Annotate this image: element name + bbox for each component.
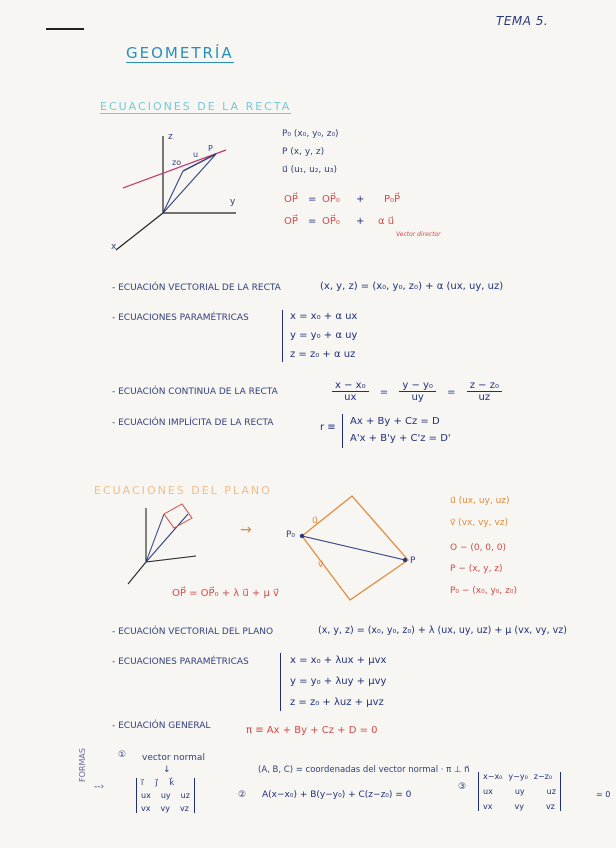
normal-arrow-down: ↓ (163, 765, 171, 775)
plane-label-p: P (410, 556, 416, 566)
plano-param-z: z = z₀ + λuz + μvz (290, 697, 384, 708)
frac3-den: uz (478, 392, 491, 403)
point-label-p: P (208, 144, 213, 153)
eq1-equals: = (308, 194, 317, 205)
m3-r2c0: vx (483, 802, 493, 811)
eq2-mid: OP⃗₀ (322, 216, 340, 227)
plane-label-u: u⃗ (312, 516, 318, 526)
plane-label-p0: P₀ (286, 530, 296, 540)
frac2-den: uy (411, 392, 424, 403)
plano-diagram-large (280, 488, 430, 608)
m3-r1c1: uy (514, 787, 525, 796)
item-1-marker: ① (118, 750, 127, 760)
plano-def-o: O − (0, 0, 0) (450, 543, 506, 553)
eq1-mid: OP⃗₀ (322, 194, 340, 205)
m3-r0c2: z−z₀ (533, 772, 553, 781)
section-heading-recta: ECUACIONES DE LA RECTA (100, 100, 292, 113)
normal-vector-label: vector normal (142, 753, 205, 763)
page-title: GEOMETRÍA (126, 44, 234, 62)
m1-r0c1: j⃗ (155, 778, 158, 787)
m1-r1c2: uz (180, 791, 190, 800)
recta-parametricas-brace (282, 310, 283, 362)
formas-label: FORMAS (78, 748, 87, 782)
recta-vectorial-eq: (x, y, z) = (x₀, y₀, z₀) + α (ux, uy, uz) (320, 281, 504, 292)
plano-def-u: u⃗ (ux, uy, uz) (450, 496, 510, 506)
frac3-num: z − z₀ (467, 380, 502, 392)
recta-diagram (108, 128, 248, 258)
plano-diagram-small (124, 500, 224, 590)
def-p0: P₀ (x₀, y₀, z₀) (282, 129, 339, 139)
plano-vectorial-eq: (x, y, z) = (x₀, y₀, z₀) + λ (ux, uy, uz) + μ (vx, vy, vz) (318, 625, 567, 636)
plano-param-y: y = y₀ + λuy + μvy (290, 676, 387, 687)
m1-r2c1: vy (160, 804, 170, 813)
m3-r1c2: uz (546, 787, 556, 796)
item-3-marker: ③ (458, 782, 467, 792)
matrix-1 (136, 778, 195, 813)
frac1-num: x − x₀ (332, 380, 369, 392)
section-heading-plano: ECUACIONES DEL PLANO (94, 484, 272, 497)
plano-general-eq: π ≡ Ax + By + Cz + D = 0 (246, 725, 378, 736)
plano-def-v: v⃗ (vx, vy, vz) (450, 518, 509, 528)
plano-general-label: - ECUACIÓN GENERAL (112, 721, 211, 731)
recta-implicita-line1: Ax + By + Cz = D (350, 416, 440, 427)
axis-label-z: z (168, 132, 173, 142)
director-note: Vector director (396, 231, 441, 238)
recta-implicita-label: - ECUACIÓN IMPLÍCITA DE LA RECTA (112, 418, 274, 428)
recta-implicita-prefix: r ≡ (320, 422, 336, 433)
m1-r2c0: vx (141, 804, 151, 813)
m3-r2c1: vy (514, 802, 524, 811)
eq1-plus: + (356, 194, 365, 205)
frac-eq-2: = (447, 386, 456, 398)
abc-note: (A, B, C) = coordenadas del vector normal · π ⊥ n⃗ (258, 765, 470, 775)
recta-parametricas-label: - ECUACIONES PARAMÉTRICAS (112, 313, 249, 323)
plano-def-p0: P₀ − (x₀, y₀, z₀) (450, 586, 517, 596)
formas-arrow: --› (94, 782, 105, 792)
point-label-zo: zo (172, 158, 182, 167)
eq2-equals: = (308, 216, 317, 227)
vector-label-u: u (193, 150, 199, 159)
m1-r0c0: i⃗ (141, 778, 144, 787)
item-2-eq: A(x−x₀) + B(y−y₀) + C(z−z₀) = 0 (262, 790, 412, 800)
recta-vectorial-label: - ECUACIÓN VECTORIAL DE LA RECTA (112, 283, 281, 293)
matrix-3-eq: = 0 (596, 790, 611, 799)
m3-r0c1: y−y₀ (508, 772, 528, 781)
def-u: u⃗ (u₁, u₂, u₃) (282, 165, 337, 175)
frac2-num: y − y₀ (399, 380, 436, 392)
plano-def-p: P − (x, y, z) (450, 564, 503, 574)
m1-r0c2: k⃗ (169, 778, 175, 787)
axis-label-x: x (111, 242, 117, 252)
m1-r1c0: ux (141, 791, 151, 800)
eq1-rhs: P₀P⃗ (384, 194, 401, 205)
recta-param-y: y = y₀ + α uy (290, 330, 358, 341)
plane-label-v: v⃗ (318, 560, 324, 570)
axis-label-y: y (230, 197, 236, 207)
def-p: P (x, y, z) (282, 147, 325, 157)
m3-r1c0: ux (483, 787, 493, 796)
frac-eq-1: = (379, 386, 389, 398)
arrow-to-plane: → (240, 522, 252, 538)
plano-param-x: x = x₀ + λux + μvx (290, 655, 387, 666)
eq2-rhs: α u⃗ (378, 216, 395, 227)
plano-main-eq: OP⃗ = OP⃗₀ + λ u⃗ + μ v⃗ (172, 588, 279, 599)
m3-r0c0: x−x₀ (483, 772, 503, 781)
plano-parametricas-brace (280, 653, 281, 711)
plano-vectorial-label: - ECUACIÓN VECTORIAL DEL PLANO (112, 627, 274, 637)
recta-param-x: x = x₀ + α ux (290, 311, 358, 322)
recta-continua-eq (332, 380, 502, 403)
eq2-lhs: OP⃗ (284, 216, 298, 227)
eq1-lhs: OP⃗ (284, 194, 298, 205)
m1-r1c1: uy (160, 791, 171, 800)
recta-implicita-brace (342, 414, 343, 448)
frac1-den: ux (344, 392, 357, 403)
eq2-plus: + (356, 216, 365, 227)
tema-label: TEMA 5. (496, 14, 549, 28)
item-2-marker: ② (238, 790, 247, 800)
matrix-3 (478, 772, 561, 811)
m3-r2c2: vz (545, 802, 555, 811)
recta-param-z: z = z₀ + α uz (290, 349, 356, 360)
recta-continua-label: - ECUACIÓN CONTINUA DE LA RECTA (112, 387, 278, 397)
recta-implicita-line2: A'x + B'y + C'z = D' (350, 433, 451, 444)
m1-r2c2: vz (179, 804, 189, 813)
plano-parametricas-label: - ECUACIONES PARAMÉTRICAS (112, 657, 249, 667)
top-mark (46, 28, 84, 30)
